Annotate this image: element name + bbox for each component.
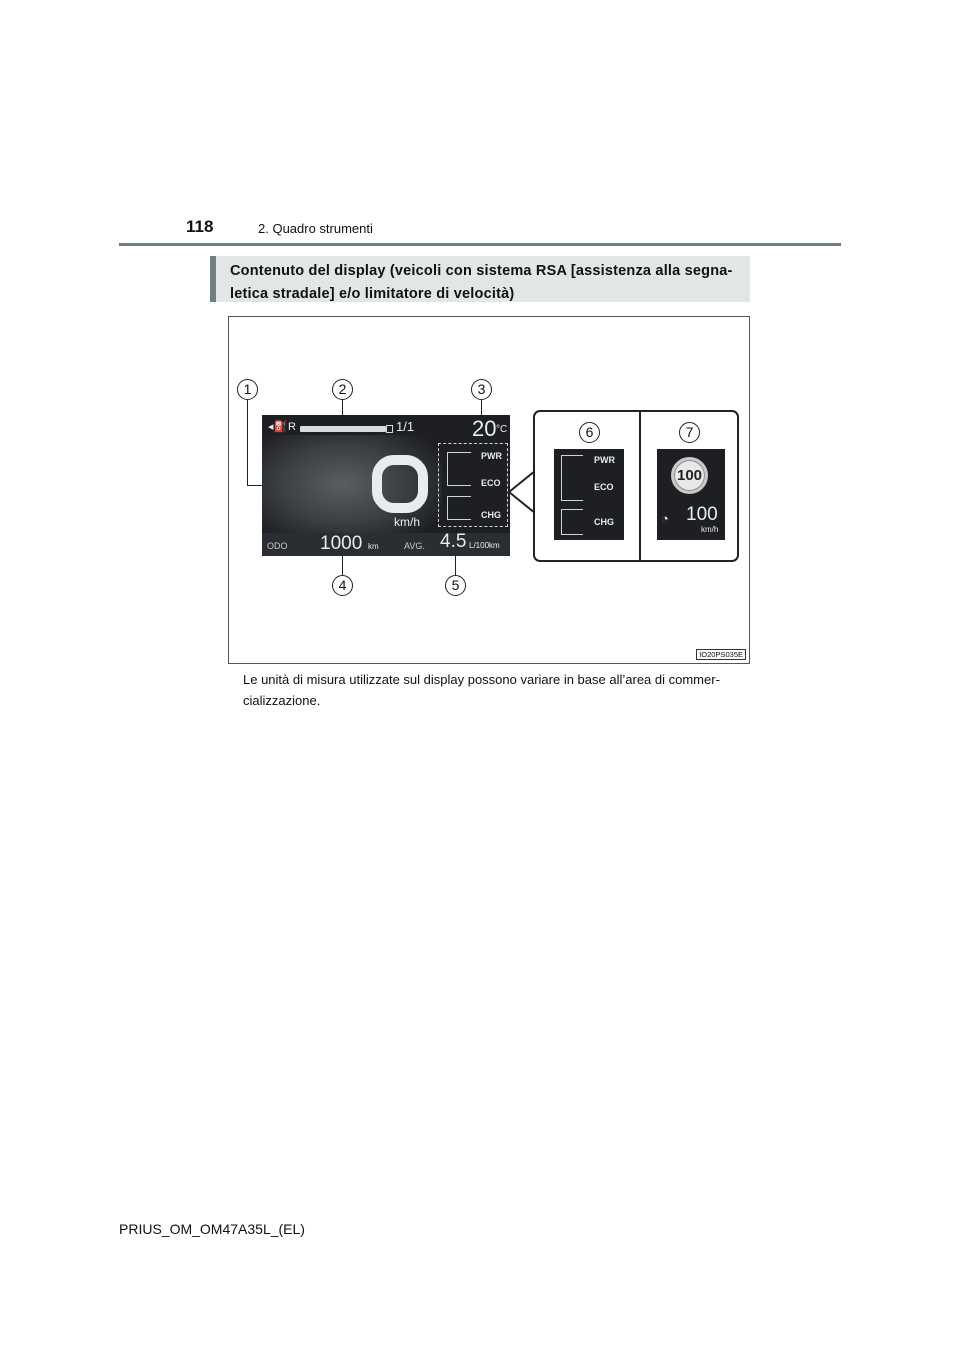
avg-label: AVG. [404,541,425,551]
gauge-bracket-top [447,452,471,486]
zoom-gauge-label-chg: CHG [594,517,614,527]
zoom-divider [639,412,641,560]
leader-line-1 [247,400,248,486]
speed-limiter-unit: km/h [701,525,719,534]
shift-position: R [288,421,296,433]
footer-document-code: PRIUS_OM_OM47A35L_(EL) [119,1221,305,1237]
speed-zero-glyph [372,455,428,513]
figure-code: IO20PS035E [696,649,746,660]
callout-4: 4 [332,575,353,596]
gauge-label-pwr: PWR [481,451,502,461]
odo-label: ODO [267,541,288,551]
speed-limiter-icon: ◔ [661,511,669,526]
odometer-value: 1000 [320,533,363,554]
temperature-unit: °C [496,424,508,435]
gauge-bracket-bottom [447,496,471,520]
callout-2: 2 [332,379,353,400]
callout-7: 7 [679,422,700,443]
section-heading-box [210,256,750,302]
average-fuel-consumption: 4.5 [440,531,467,552]
callout-3: 3 [471,379,492,400]
speed-unit: km/h [394,515,421,529]
section-title: Contenuto del display (veicoli con sistema RSA [assistenza alla segna-letica stradale] e/o limitatore di velocità) [230,263,733,302]
callout-6: 6 [579,422,600,443]
odometer-unit: km [368,542,379,551]
speed-limit-sign: 100 [671,457,708,494]
callout-5: 5 [445,575,466,596]
instrument-display [262,415,510,556]
zoom-gauge-label-pwr: PWR [594,455,615,465]
note-text: Le unità di misura utilizzate sul display possono variare in base all’area di commer-cializzazione. [243,672,720,708]
outside-temperature: 20 [472,416,497,441]
zoom-gauge-label-eco: ECO [594,482,614,492]
header-rule [119,243,841,246]
speed-limiter-value: 100 [686,504,718,525]
fuel-pump-icon: ◂⛽ [268,421,288,433]
zoom-hybrid-indicator [554,449,624,540]
figure [228,316,750,664]
callout-1: 1 [237,379,258,400]
gauge-label-eco: ECO [481,478,501,488]
zoom-gauge-bracket-bottom [561,509,583,535]
zoom-panel [533,410,739,562]
zoom-rsa-display [657,449,725,540]
hybrid-system-indicator [438,443,508,527]
gauge-label-chg: CHG [481,510,501,520]
fuel-gauge-bar [300,426,386,432]
fuel-gauge-end [386,425,393,433]
chapter-title: 2. Quadro strumenti [258,221,373,236]
fuel-consumption-unit: L/100km [469,541,500,550]
zoom-gauge-bracket-top [561,455,583,501]
page-number: 118 [186,217,214,236]
fuel-fraction: 1/1 [396,419,415,434]
